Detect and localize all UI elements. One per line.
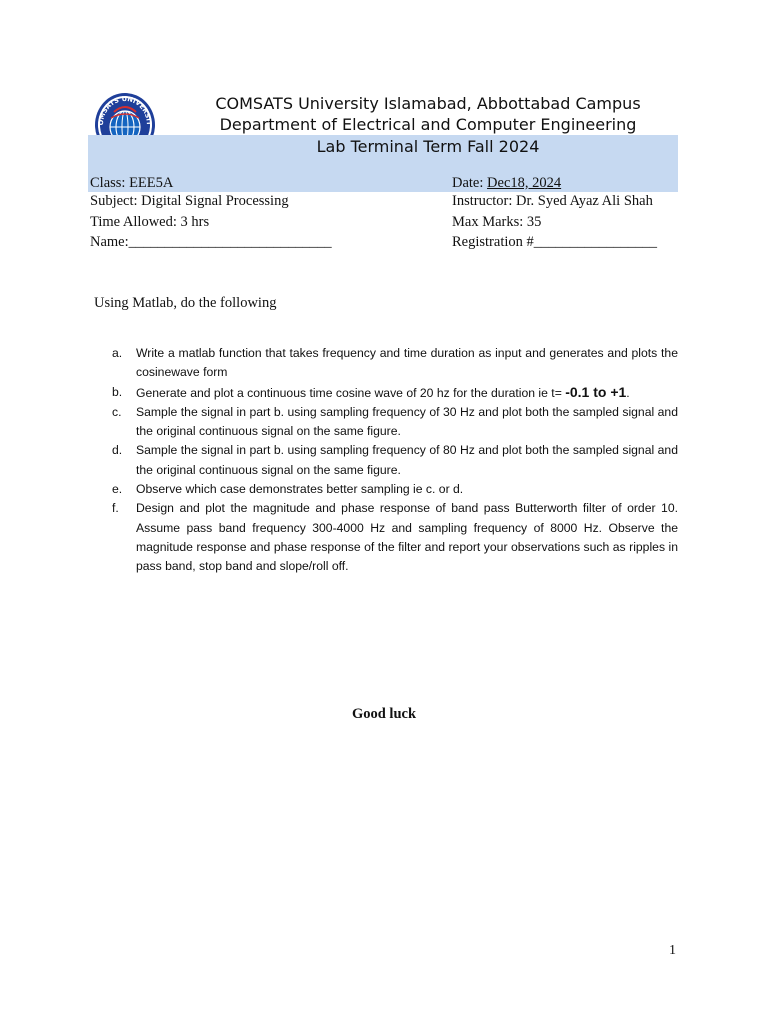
question-list [112,344,678,577]
date-label: Date: [452,175,488,191]
good-luck-text: Good luck [351,706,417,722]
instructions-intro: Using Matlab, do the following [94,295,277,311]
exam-title: Lab Terminal Term Fall 2024 [316,137,540,156]
question-item [112,499,678,576]
question-label: a. [112,346,123,360]
department-title: Department of Electrical and Computer Engineering [219,115,637,134]
question-item [112,441,678,480]
subject-value: Digital Signal Processing [137,193,289,209]
question-text-suffix: . [626,385,630,400]
question-item [112,480,678,499]
name-field: Name:____________________________ [90,234,332,250]
question-text [136,383,678,403]
class-field: Class: EEE5A [90,175,174,191]
question-item [112,383,678,403]
question-text-main: Generate and plot a continuous time cosine wave of 20 hz for the duration ie t= [136,385,566,400]
max-marks-field: Max Marks: 35 [452,214,542,230]
question-label: c. [112,404,122,419]
time-allowed-field: Time Allowed: 3 hrs [90,214,210,230]
question-label: e. [112,482,123,497]
page-number: 1 [669,943,676,958]
question-item [112,403,678,442]
subject-label: Subject: [90,193,138,209]
instructor-field: Instructor: Dr. Syed Ayaz Ali Shah [452,193,653,209]
question-label: b. [112,384,123,399]
question-text: Write a matlab function that takes frequency and time duration as input and generates and plots the cosinewave form [136,346,678,380]
question-text: Sample the signal in part b. using sampling frequency of 80 Hz and plot both the sampled signal and the original continuous signal on the same figure. [136,443,678,477]
logo-text-top: OMSATS UNIVERSIT [96,94,154,126]
question-text: Observe which case demonstrates better sampling ie c. or d. [136,482,464,497]
question-label: d. [112,443,123,458]
question-label: f. [112,501,119,516]
question-text: Sample the signal in part b. using sampling frequency of 30 Hz and plot both the sampled signal and the original continuous signal on the same figure. [136,404,678,439]
registration-field: Registration #_________________ [452,234,658,250]
university-title: COMSATS University Islamabad, Abbottabad Campus [215,94,641,113]
subject-field [90,193,289,210]
question-text: Design and plot the magnitude and phase response of band pass Butterworth filter of order 10. Assume pass band frequency 300-4000 Hz and sampling frequency of 8000 Hz. Observe the magnitude response and phase response of the filter and report your observations such as ripples in pass band, stop band and slope/roll off. [136,501,678,574]
date-value: Dec18, 2024 [487,175,562,191]
duration-emphasis: -0.1 to +1 [565,383,627,400]
question-item [112,344,678,383]
date-field [452,175,561,192]
